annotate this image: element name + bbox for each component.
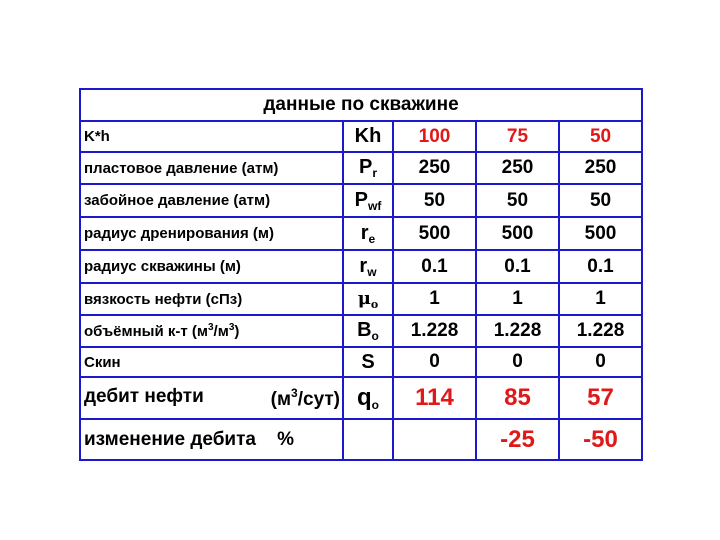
cell-value: 1.228 — [393, 315, 476, 347]
row-symbol — [343, 217, 393, 250]
label-unit-a: (м — [270, 388, 292, 410]
symbol-base: q — [356, 384, 372, 411]
row-symbol — [343, 377, 393, 419]
cell-value: 0.1 — [559, 250, 642, 283]
row-symbol — [343, 250, 393, 283]
label-sup: 3 — [207, 322, 214, 333]
cell-value: 114 — [393, 377, 476, 419]
row-symbol: Kh — [343, 121, 393, 152]
cell-value: 1 — [559, 283, 642, 315]
row-label: вязкость нефти (сПз) — [80, 283, 343, 315]
cell-value: 50 — [476, 184, 559, 217]
row-label: K*h — [80, 121, 343, 152]
cell-value: 0.1 — [476, 250, 559, 283]
label-unit-b: /сут) — [297, 388, 340, 410]
table-row-drainage-radius — [80, 217, 642, 250]
table-title: данные по скважине — [80, 89, 642, 121]
row-label: пластовое давление (атм) — [80, 152, 343, 184]
table-row-reservoir-pressure — [80, 152, 642, 184]
label-sup: 3 — [228, 322, 235, 333]
row-label: радиус скважины (м) — [80, 250, 343, 283]
symbol-base: P — [354, 188, 368, 211]
cell-value: 0 — [476, 347, 559, 377]
cell-value: 50 — [393, 184, 476, 217]
cell-value: 1.228 — [559, 315, 642, 347]
table-row-bottomhole-pressure — [80, 184, 642, 217]
label-unit — [271, 386, 342, 411]
cell-value: 0 — [559, 347, 642, 377]
cell-value: 250 — [559, 152, 642, 184]
table-row-rate-change — [80, 419, 642, 460]
symbol-base: r — [359, 254, 368, 277]
cell-value: -50 — [559, 419, 642, 460]
row-symbol — [343, 184, 393, 217]
symbol-base: P — [358, 156, 373, 178]
row-symbol — [343, 283, 393, 315]
symbol-sub: e — [368, 231, 376, 246]
label-lead: дебит нефти — [84, 385, 204, 407]
symbol-sub: o — [371, 398, 379, 412]
label-part: объёмный к-т (м — [84, 323, 208, 340]
cell-value: 1 — [476, 283, 559, 315]
cell-value: 85 — [476, 377, 559, 419]
row-label: Скин — [80, 347, 343, 377]
cell-value — [393, 419, 476, 460]
symbol-base: μ — [357, 287, 371, 309]
symbol-sub: o — [370, 297, 379, 311]
row-symbol — [343, 315, 393, 347]
table-row-skin — [80, 347, 642, 377]
cell-value: 75 — [476, 121, 559, 152]
symbol-sub: r — [372, 166, 377, 180]
cell-value: 250 — [476, 152, 559, 184]
cell-value: 100 — [393, 121, 476, 152]
cell-value: 57 — [559, 377, 642, 419]
row-label: изменение дебита % — [80, 419, 343, 460]
cell-value: -25 — [476, 419, 559, 460]
symbol-sub: o — [371, 329, 379, 343]
cell-value: 500 — [476, 217, 559, 250]
row-symbol: S — [343, 347, 393, 377]
row-label — [80, 315, 343, 347]
cell-value: 50 — [559, 184, 642, 217]
cell-value: 1.228 — [476, 315, 559, 347]
cell-value: 250 — [393, 152, 476, 184]
cell-value: 0.1 — [393, 250, 476, 283]
row-label — [80, 377, 343, 419]
table-row-kh — [80, 121, 642, 152]
cell-value: 0 — [393, 347, 476, 377]
cell-value: 500 — [559, 217, 642, 250]
label-part: ) — [234, 323, 240, 340]
label-unit-sup: 3 — [291, 385, 298, 400]
well-data-table — [79, 88, 643, 461]
table-row-volume-factor — [80, 315, 642, 347]
row-symbol-empty — [343, 419, 393, 460]
symbol-sub: w — [367, 264, 377, 279]
symbol-sub: wf — [368, 198, 382, 213]
table-row-oil-viscosity — [80, 283, 642, 315]
symbol-base: r — [360, 221, 369, 244]
cell-value: 1 — [393, 283, 476, 315]
cell-value: 50 — [559, 121, 642, 152]
table-title-row — [80, 89, 642, 121]
row-symbol — [343, 152, 393, 184]
cell-value: 500 — [393, 217, 476, 250]
table-row-well-radius — [80, 250, 642, 283]
table-row-oil-rate — [80, 377, 642, 419]
row-label: радиус дренирования (м) — [80, 217, 343, 250]
label-part: /м — [213, 323, 229, 340]
symbol-base: B — [357, 319, 372, 341]
row-label: забойное давление (атм) — [80, 184, 343, 217]
